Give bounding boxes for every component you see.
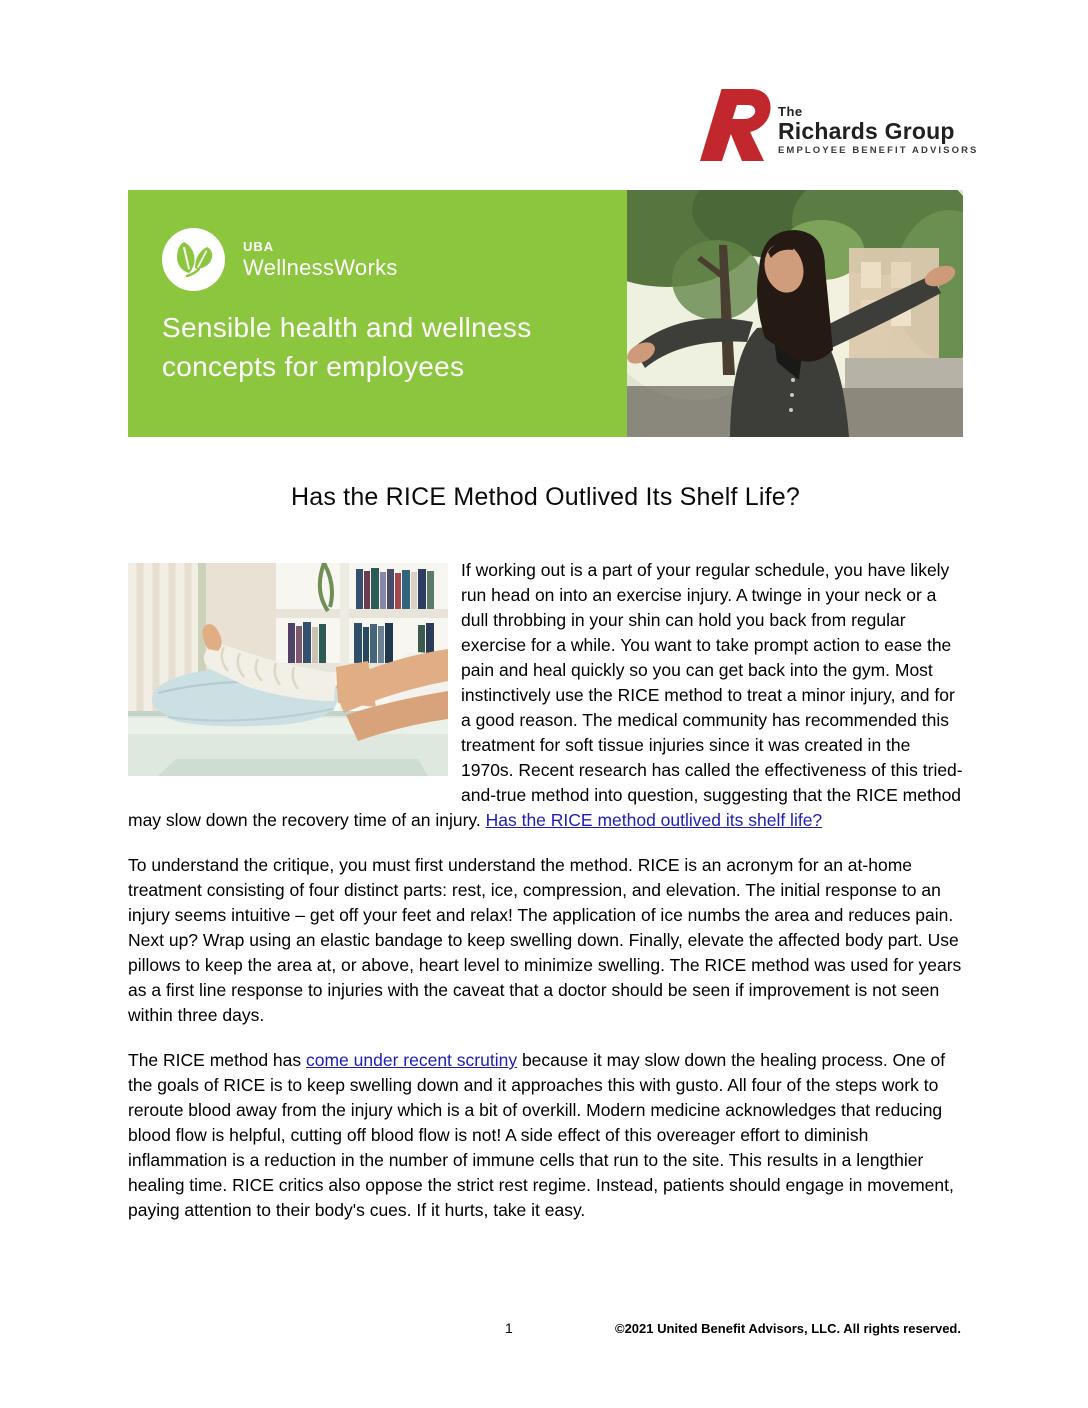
paragraph-3-after: because it may slow down the healing process. One of the goals of RICE is to keep swelling down and it approaches this with gusto. All four of the steps work to reroute blood away from the injury which is a bit of overkill. Modern medicine acknowledges that reducing blood flow is helpful, cutting off blood flow is not! A side effect of this overeager effort to diminish inflammation is a reduction in the number of immune cells that run to the site. This results in a lengthier healing time. RICE critics also oppose the strict rest regime. Instead, patients should engage in movement, paying attention to their body's cues. If it hurts, take it easy. — [128, 1050, 954, 1220]
link-shelf-life[interactable]: Has the RICE method outlived its shelf life? — [485, 810, 823, 830]
uba-wellnessworks-logo — [162, 228, 398, 291]
leaf-icon — [162, 228, 225, 291]
banner-green-panel — [128, 190, 627, 437]
banner-tagline: Sensible health and wellness concepts for employees — [162, 312, 532, 382]
page-title: Has the RICE Method Outlived Its Shelf Life? — [290, 483, 801, 511]
richards-r-icon — [698, 85, 772, 165]
banner-program-label: WellnessWorks — [243, 254, 398, 280]
richards-tagline: EMPLOYEE BENEFIT ADVISORS — [778, 145, 979, 156]
banner-org-label: UBA — [243, 238, 275, 254]
banner-brand-text — [243, 239, 398, 281]
paragraph-1-text: If working out is a part of your regular schedule, you have likely run head on into an exercise injury. A twinge in your neck or a dull throbbing in your shin can hold you back from regular exercise for a while. You want to take prompt action to ease the pain and heal quickly so you can get back into the gym. Most instinctively use the RICE method to treat a minor injury, and for a good reason. The medical community has recommended this treatment for soft tissue injuries since it was created in the 1970s. Recent research has called the effectiveness of this tried-and-true method into question, suggesting that the RICE method may slow down the recovery time of an injury. — [128, 560, 963, 830]
paragraph-3-before: The RICE method has — [128, 1050, 306, 1070]
paragraph-2: To understand the critique, you must first understand the method. RICE is an acronym for an at-home treatment consisting of four distinct parts: rest, ice, compression, and elevation. The initial response to an injury seems intuitive – get off your feet and relax! The application of ice numbs the area and reduces pain. Next up? Wrap using an elastic bandage to keep swelling down. Finally, elevate the affected body part. Use pillows to keep the area at, or above, heart level to minimize swelling. The RICE method was used for years as a first line response to injuries with the caveat that a doctor should be seen if improvement is not seen within three days. — [128, 855, 962, 1025]
article-body — [128, 558, 964, 1243]
copyright-notice: ©2021 United Benefit Advisors, LLC. All rights reserved. — [615, 1321, 961, 1336]
richards-the: The — [778, 104, 803, 119]
link-recent-scrutiny[interactable]: come under recent scrutiny — [306, 1050, 518, 1070]
banner-photo-woman-arms-outstretched — [627, 190, 963, 437]
richards-logo-text — [778, 94, 978, 156]
wellnessworks-banner — [128, 190, 963, 437]
page-number: 1 — [505, 1320, 513, 1336]
richards-group-logo — [698, 85, 978, 165]
paragraph-3 — [128, 1048, 964, 1223]
richards-name: Richards Group — [778, 118, 955, 144]
article-photo-leg-cast — [128, 563, 448, 776]
